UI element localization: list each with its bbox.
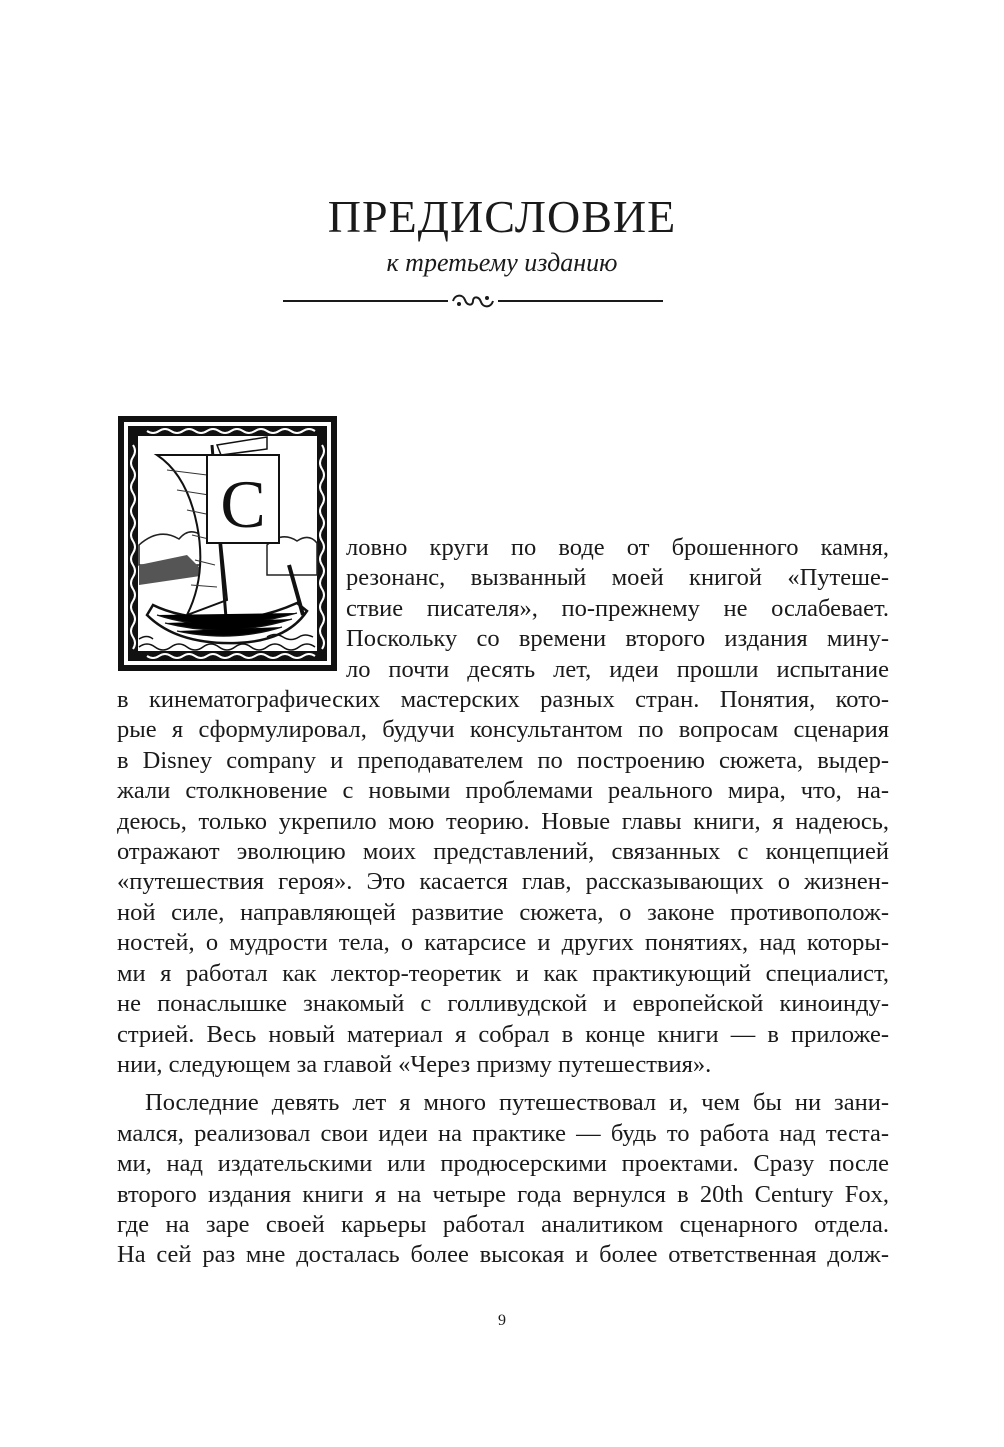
body-line: «путешествия героя». Это касается глав, рассказывающих о жизнен-	[117, 868, 889, 896]
body-line: жали столкновение с новыми проблемами реального мира, что, на-	[117, 777, 889, 805]
body-line: ми, над издательскими или продюсерскими проектами. Сразу после	[117, 1150, 889, 1178]
body-line: второго издания книги я на четыре года вернулся в 20th Century Fox,	[117, 1180, 889, 1208]
body-line: резонанс, вызванный моей книгой «Путеше-	[346, 564, 889, 592]
body-line: в Disney company и преподавателем по построению сюжета, выдер-	[117, 746, 889, 774]
page-title: ПРЕДИСЛОВИЕ	[327, 191, 677, 242]
ornament-divider-icon	[283, 291, 663, 311]
body-line: стрией. Весь новый материал я собрал в конце книги — в приложе-	[117, 1020, 889, 1048]
body-line: ло почти десять лет, идеи прошли испытание	[346, 655, 889, 683]
dropcap-letter: С	[220, 466, 266, 542]
body-line: ловно круги по воде от брошенного камня,	[346, 534, 889, 561]
body-line: ностей, о мудрости тела, о катарсисе и других понятиях, над которы-	[117, 929, 889, 957]
body-line: не понаслышке знакомый с голливудской и европейской киноинду-	[117, 990, 889, 1018]
body-line: ной силе, направляющей развитие сюжета, о законе противополож-	[117, 898, 889, 926]
body-line: ствие писателя», по-прежнему не ослабевает.	[346, 594, 889, 622]
page-number: 9	[498, 1312, 506, 1329]
body-line: мался, реализовал свои идеи на практике — будь то работа над теста-	[117, 1119, 889, 1147]
body-line: в кинематографических мастерских разных стран. Понятия, кото-	[117, 686, 889, 714]
page-subtitle: к третьему изданию	[386, 248, 618, 277]
body-line: ми я работал как лектор-теоретик и как практикующий специалист,	[117, 959, 889, 987]
body-line: отражают эволюцию моих представлений, связанных с концепцией	[117, 838, 889, 866]
body-line: рые я сформулировал, будучи консультантом по вопросам сценария	[117, 716, 889, 744]
body-line: деюсь, только укрепило мою теорию. Новые главы книги, я надеюсь,	[117, 807, 889, 835]
body-text	[117, 533, 889, 1271]
body-line: Поскольку со времени второго издания мину-	[346, 625, 889, 653]
body-line: где на заре своей карьеры работал аналитиком сценарного отдела.	[117, 1210, 889, 1238]
body-line: Последние девять лет я много путешествовал и, чем бы ни зани-	[145, 1089, 889, 1117]
body-line: нии, следующем за главой «Через призму путешествия».	[117, 1050, 712, 1078]
body-line: На сей раз мне досталась более высокая и более ответственная долж-	[117, 1241, 889, 1269]
